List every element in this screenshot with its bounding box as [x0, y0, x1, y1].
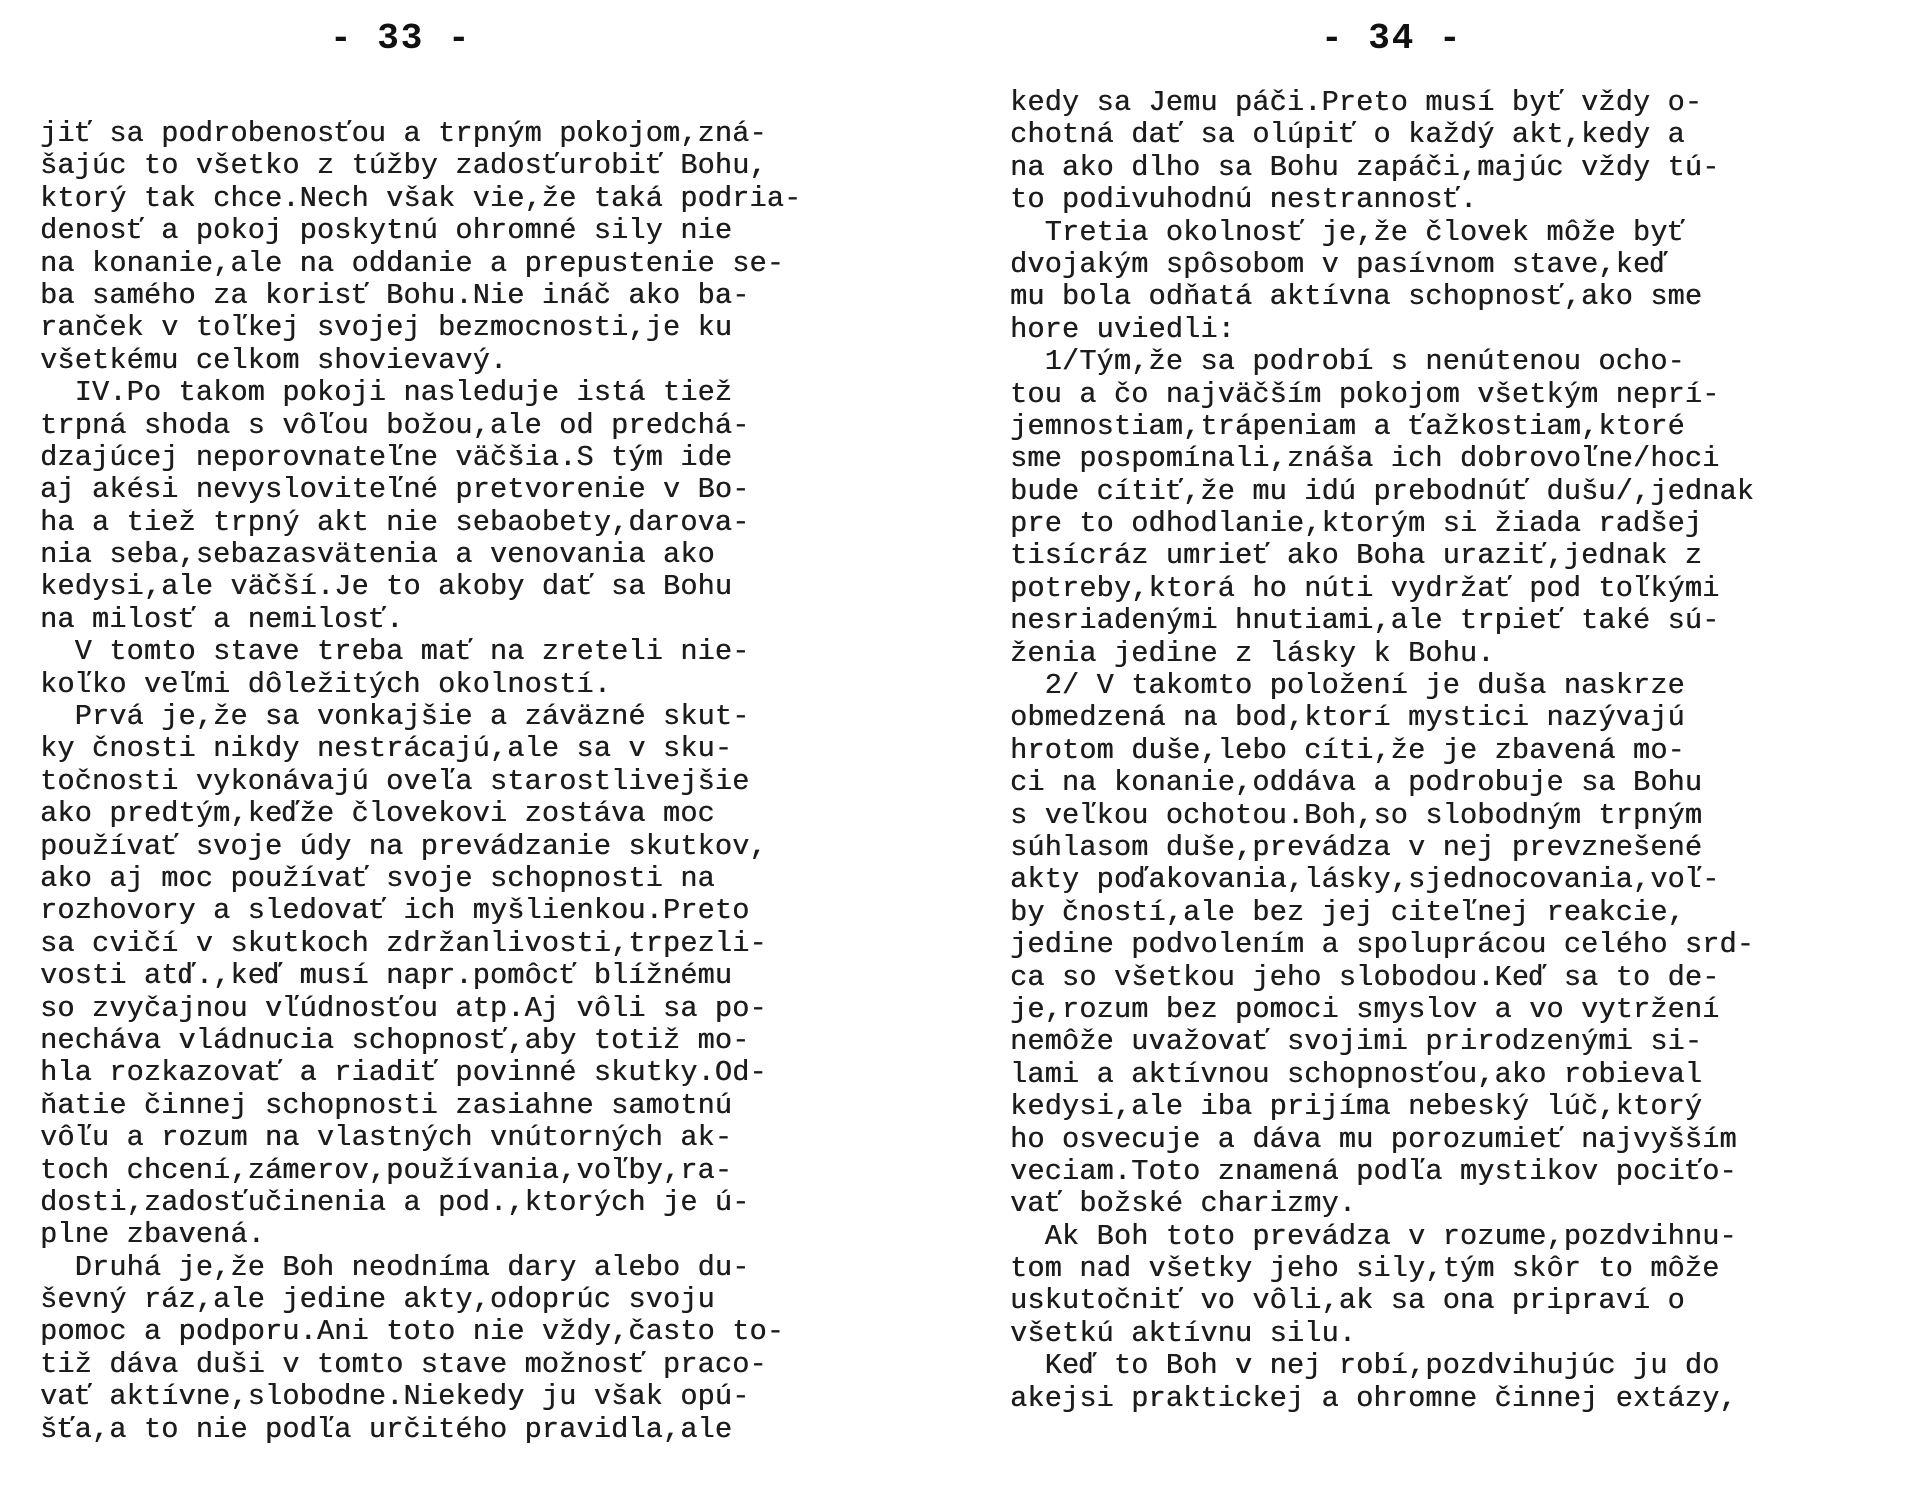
text-line: používať svoje údy na prevádzanie skutkov, — [40, 829, 767, 863]
page-number: - 34 - — [1321, 18, 1463, 59]
text-line: ktorý tak chce.Nech však vie,že taká podria- — [40, 181, 802, 215]
text-line: tou a čo najväčším pokojom všetkým neprí- — [1010, 377, 1720, 411]
text-line: ako predtým,keďže človekovi zostáva moc — [40, 797, 715, 831]
text-line: Ak Boh toto prevádza v rozume,pozdvihnu- — [1010, 1219, 1737, 1253]
text-line: s veľkou ochotou.Boh,so slobodným trpným — [1010, 798, 1703, 832]
text-line: Tretia okolnosť je,že človek môže byť — [1010, 215, 1685, 249]
text-line: ako aj moc používať svoje schopnosti na — [40, 861, 715, 895]
text-line: toch chcení,zámerov,používania,voľby,ra- — [40, 1153, 733, 1187]
text-line: tiž dáva duši v tomto stave možnosť praco- — [40, 1347, 767, 1381]
text-line: by čností,ale bez jej citeľnej reakcie, — [1010, 895, 1685, 929]
text-line: nechávа vládnucia schopnosť,aby totiž mo- — [40, 1023, 750, 1057]
text-line: 2/ V takomto položení je duša naskrze — [1010, 669, 1685, 703]
text-line: akejsi praktickej a ohromne činnej extázy, — [1010, 1381, 1737, 1415]
text-line: nemôže uvažovať svojimi prirodzenými si- — [1010, 1025, 1703, 1059]
text-line: kedy sa Jemu páči.Preto musí byť vždy o- — [1010, 86, 1703, 119]
text-line: koľko veľmi dôležitých okolností. — [40, 667, 611, 701]
page-text — [1010, 87, 1754, 1415]
text-line: akty poďakovania,lásky,sjednocovania,voľ- — [1010, 863, 1720, 897]
text-line: šťa,a to nie podľa určitého pravidla,ale — [40, 1412, 733, 1446]
text-line: na ako dlho sa Bohu zapáči,majúc vždy tú- — [1010, 150, 1720, 184]
text-line: tisícráz umrieť ako Boha uraziť,jednak z — [1010, 539, 1703, 573]
text-line: ca so všetkou jeho slobodou.Keď sa to de- — [1010, 960, 1720, 994]
text-line: hrotom duše,lebo cíti,že je zbavená mo- — [1010, 733, 1685, 767]
text-line: dvojakým spôsobom v pasívnom stave,keď — [1010, 247, 1668, 281]
text-line: nesriadenými hnutiami,ale trpieť také sú- — [1010, 604, 1720, 638]
text-line: so zvyčajnou vľúdnosťou atp.Aj vôli sa po- — [40, 991, 767, 1025]
page-right — [966, 0, 1932, 1500]
text-line: ci na konanie,oddáva a podrobuje sa Bohu — [1010, 766, 1703, 800]
page-text — [40, 118, 801, 1446]
text-line: kedysi,ale väčší.Je to akoby dať sa Bohu — [40, 570, 733, 604]
text-line: pre to odhodlanie,ktorým si žiada radšej — [1010, 507, 1703, 541]
text-line: plne zbavená. — [40, 1218, 265, 1252]
text-line: na milosť a nemilosť. — [40, 602, 404, 636]
text-line: bude cítiť,že mu idú prebodnúť dušu/,jednak — [1010, 474, 1755, 508]
text-line: šajúc to všetko z túžby zadosťurobiť Bohu, — [40, 149, 767, 183]
text-line: jedine podvolením a spoluprácou celého srd- — [1010, 928, 1755, 962]
text-line: vať božské charizmy. — [1010, 1187, 1357, 1221]
text-line: kedysi,ale iba prijíma nebeský lúč,ktorý — [1010, 1090, 1703, 1124]
text-line: pomoc a podporu.Ani toto nie vždy,často to- — [40, 1315, 785, 1349]
text-line: je,rozum bez pomoci smyslov a vo vytržení — [1010, 992, 1720, 1026]
text-line: nia seba,sebazasvätenia a venovania ako — [40, 538, 715, 572]
text-line: mu bola odňatá aktívna schopnosť,ako sme — [1010, 280, 1703, 314]
text-line: IV.Po takom pokoji nasleduje istá tiež — [40, 376, 733, 410]
text-line: jiť sa podrobenosťou a trpným pokojom,zná- — [40, 117, 767, 150]
page-number: - 33 - — [330, 18, 472, 59]
text-line: ha a tiež trpný akt nie sebaobety,darova- — [40, 505, 750, 539]
text-line: ky čnosti nikdy nestrácajú,ale sa v sku- — [40, 732, 733, 766]
text-line: denosť a pokoj poskytnú ohromné sily nie — [40, 214, 733, 248]
text-line: sme pospomínali,znáša ich dobrovoľne/hoci — [1010, 442, 1720, 476]
text-line: sa cvičí v skutkoch zdržanlivosti,trpezli- — [40, 926, 767, 960]
text-line: trpná shoda s vôľou božou,ale od predchá- — [40, 408, 750, 442]
text-line: lami a aktívnou schopnosťou,ako robieval — [1010, 1057, 1703, 1091]
text-line: potreby,ktorá ho núti vydržať pod toľkými — [1010, 571, 1720, 605]
text-line: jemnostiam,trápeniam a ťažkostiam,ktoré — [1010, 409, 1685, 443]
text-line: hore uviedli: — [1010, 312, 1235, 346]
text-line: 1/Tým,že sa podrobí s nenútenou ocho- — [1010, 345, 1685, 379]
text-line: uskutočniť vo vôli,ak sa ona pripraví o — [1010, 1284, 1685, 1318]
text-line: vôľu a rozum na vlastných vnútorných ak- — [40, 1121, 733, 1155]
text-line: súhlasom duše,prevádza v nej prevznešené — [1010, 830, 1703, 864]
text-line: aj akési nevysloviteľné pretvorenie v Bo- — [40, 473, 750, 507]
text-line: ba samého za korisť Bohu.Nie ináč ako ba- — [40, 278, 750, 312]
text-line: dosti,zadosťučinenia a pod.,ktorých je ú- — [40, 1185, 750, 1219]
text-line: tom nad všetky jeho sily,tým skôr to môže — [1010, 1252, 1720, 1286]
text-line: ranček v toľkej svojej bezmocnosti,je ku — [40, 311, 733, 345]
text-line: na konanie,ale na oddanie a prepustenie se- — [40, 246, 785, 280]
text-line: všetkú aktívnu silu. — [1010, 1316, 1357, 1350]
text-line: obmedzená na bod,ktorí mystici nazývajú — [1010, 701, 1685, 735]
text-line: rozhovory a sledovať ich myšlienkou.Preto — [40, 894, 750, 928]
text-line: dzajúcej neporovnateľne väčšia.S tým ide — [40, 440, 733, 474]
text-line: V tomto stave treba mať na zreteli nie- — [40, 635, 750, 669]
text-line: to podivuhodnú nestrannosť. — [1010, 183, 1478, 217]
text-line: chotná dať sa olúpiť o každý akt,kedy a — [1010, 118, 1685, 152]
text-line: veciam.Toto znamená podľa mystikov pociťo- — [1010, 1154, 1737, 1188]
text-line: Druhá je,že Boh neodníma dary alebo du- — [40, 1250, 750, 1284]
text-line: točnosti vykonávajú oveľa starostlivejšie — [40, 764, 750, 798]
text-line: všetkému celkom shovievavý. — [40, 343, 508, 377]
text-line: ho osvecuje a dáva mu porozumieť najvyšším — [1010, 1122, 1737, 1156]
text-line: vať aktívne,slobodne.Niekedy ju však opú- — [40, 1380, 750, 1414]
text-line: ňatie činnej schopnosti zasiahne samotnú — [40, 1088, 733, 1122]
text-line: hla rozkazovať a riadiť povinné skutky.Od- — [40, 1056, 767, 1090]
text-line: ševný ráz,ale jedine akty,odoprúc svoju — [40, 1283, 715, 1317]
text-line: vosti atď.,keď musí napr.pomôcť blížnému — [40, 959, 733, 993]
text-line: Prvá je,že sa vonkajšie a záväzné skut- — [40, 700, 750, 734]
text-line: ženia jedine z lásky k Bohu. — [1010, 636, 1495, 670]
text-line: Keď to Boh v nej robí,pozdvihujúc ju do — [1010, 1349, 1720, 1383]
